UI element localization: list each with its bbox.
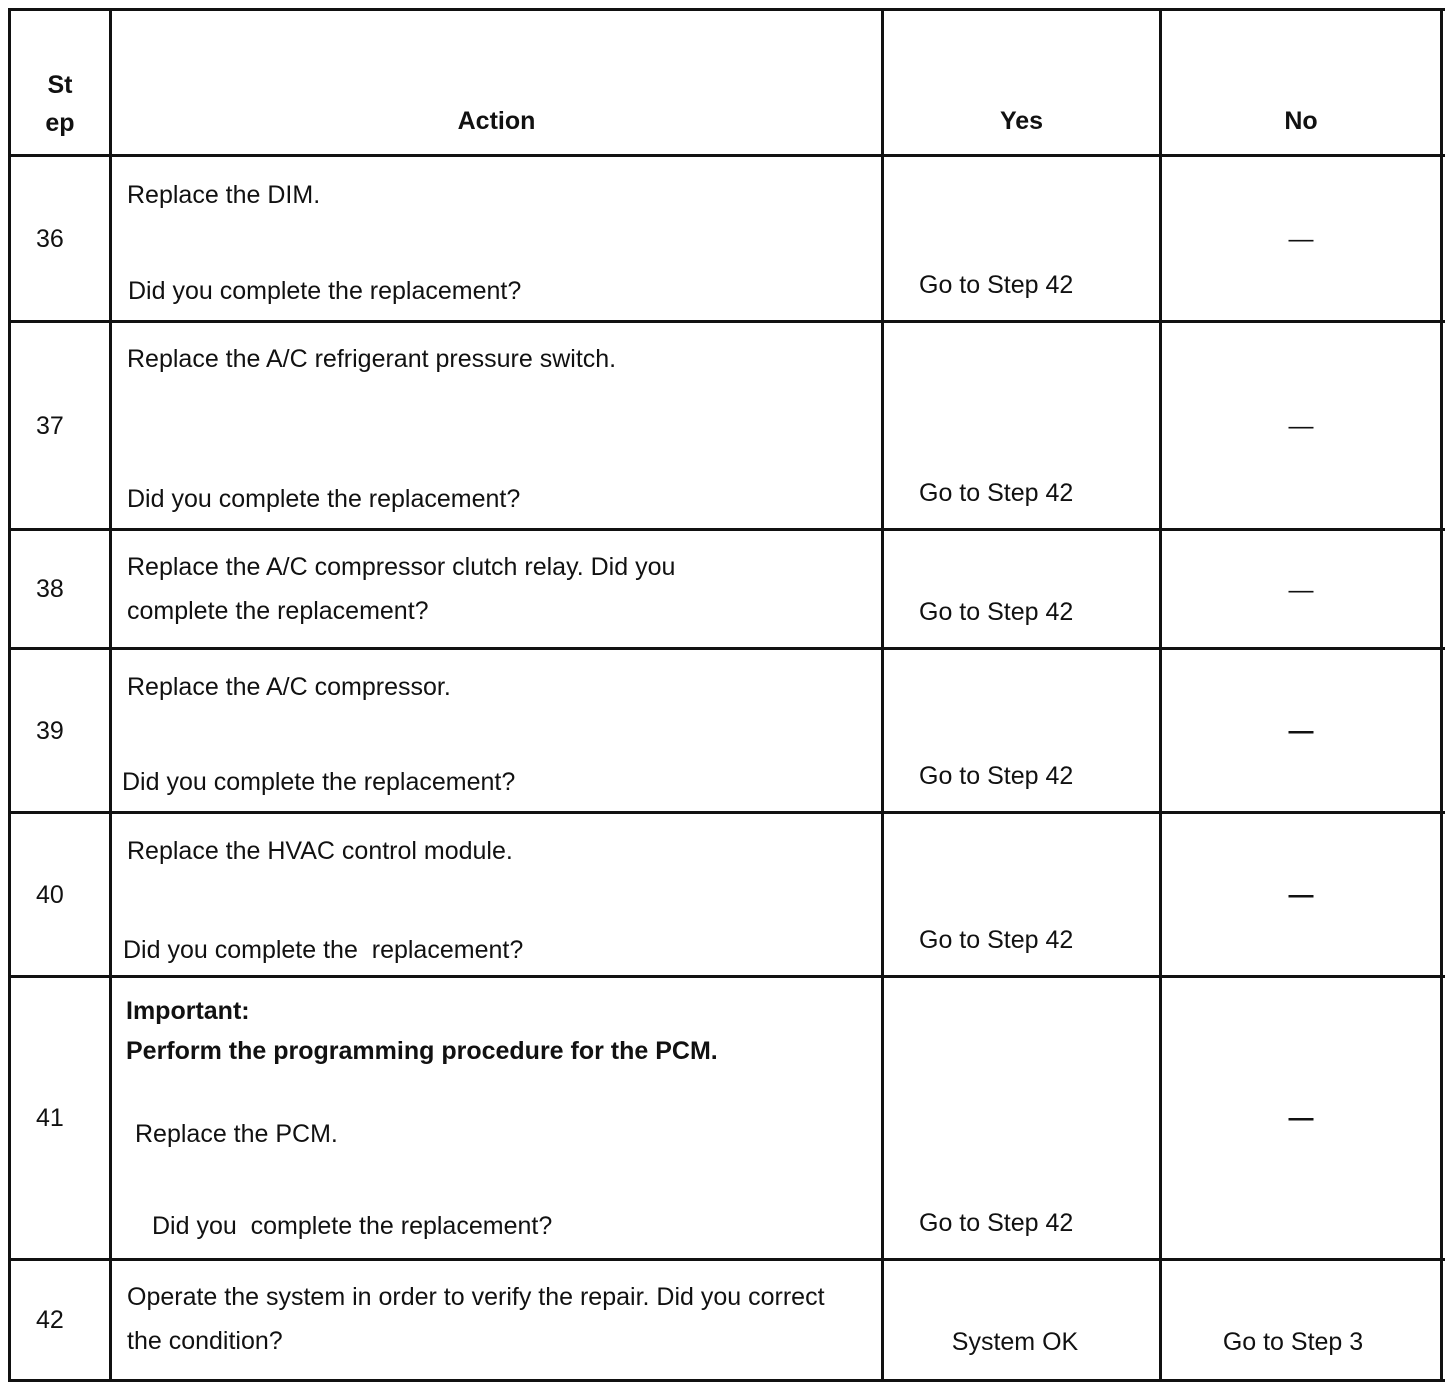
action-text: Replace the HVAC control module. [127,837,513,865]
yes-result: Go to Step 42 [919,271,1074,299]
header-divider [8,154,1445,157]
no-result: Go to Step 3 [1222,1328,1364,1356]
step-number: 36 [36,225,64,253]
action-text: Replace the PCM. [135,1120,338,1148]
yes-result: Go to Step 42 [919,926,1074,954]
action-text: Replace the A/C compressor. [127,673,451,701]
step-number: 42 [36,1306,64,1334]
header-step-line2: ep [45,109,75,137]
header-step-line1: St [47,71,73,99]
column-divider [109,8,112,1382]
header-step [11,66,109,142]
table-border-bottom [8,1379,1445,1382]
yes-result: Go to Step 42 [919,1209,1074,1237]
row-divider [8,975,1445,978]
step-number: 41 [36,1104,64,1132]
no-result: — [1288,412,1314,440]
yes-result: Go to Step 42 [919,762,1074,790]
action-question: Did you complete the replacement? [127,485,521,513]
action-question: Did you complete the replacement? [122,768,516,796]
table-border-right [1440,8,1443,1382]
row-divider [8,528,1445,531]
diagnostic-table [8,8,1445,1384]
important-text: Perform the programming procedure for the PCM. [126,1037,718,1065]
no-result: — [1288,717,1314,745]
table-border-top [8,8,1445,11]
row-divider [8,1258,1445,1261]
step-number: 38 [36,575,64,603]
important-label: Important: [126,997,250,1025]
no-result: — [1288,881,1314,909]
yes-result: Go to Step 42 [919,598,1074,626]
action-text: Operate the system in order to verify the repair. Did you correct the condition? [127,1283,825,1355]
column-divider [881,8,884,1382]
action-question: Did you complete the replacement? [128,277,522,305]
row-divider [8,811,1445,814]
action-text: Replace the A/C refrigerant pressure switch. [127,345,617,373]
no-result: — [1288,225,1314,253]
row-divider [8,647,1445,650]
step-number: 40 [36,881,64,909]
step-number: 37 [36,412,64,440]
step-number: 39 [36,717,64,745]
header-no: No [1284,107,1318,135]
row-divider [8,320,1445,323]
action-question: Did you complete the replacement? [123,936,524,964]
action-question: Did you complete the replacement? [152,1212,553,1240]
column-divider [1159,8,1162,1382]
no-result: — [1288,576,1314,604]
yes-result: Go to Step 42 [919,479,1074,507]
no-result: — [1288,1104,1314,1132]
action-text: Replace the DIM. [127,181,321,209]
header-action: Action [457,107,536,135]
header-yes: Yes [999,107,1044,135]
action-text: Replace the A/C compressor clutch relay. Did you complete the replacement? [127,553,676,625]
table-border-left [8,8,11,1382]
yes-result: System OK [951,1328,1079,1356]
